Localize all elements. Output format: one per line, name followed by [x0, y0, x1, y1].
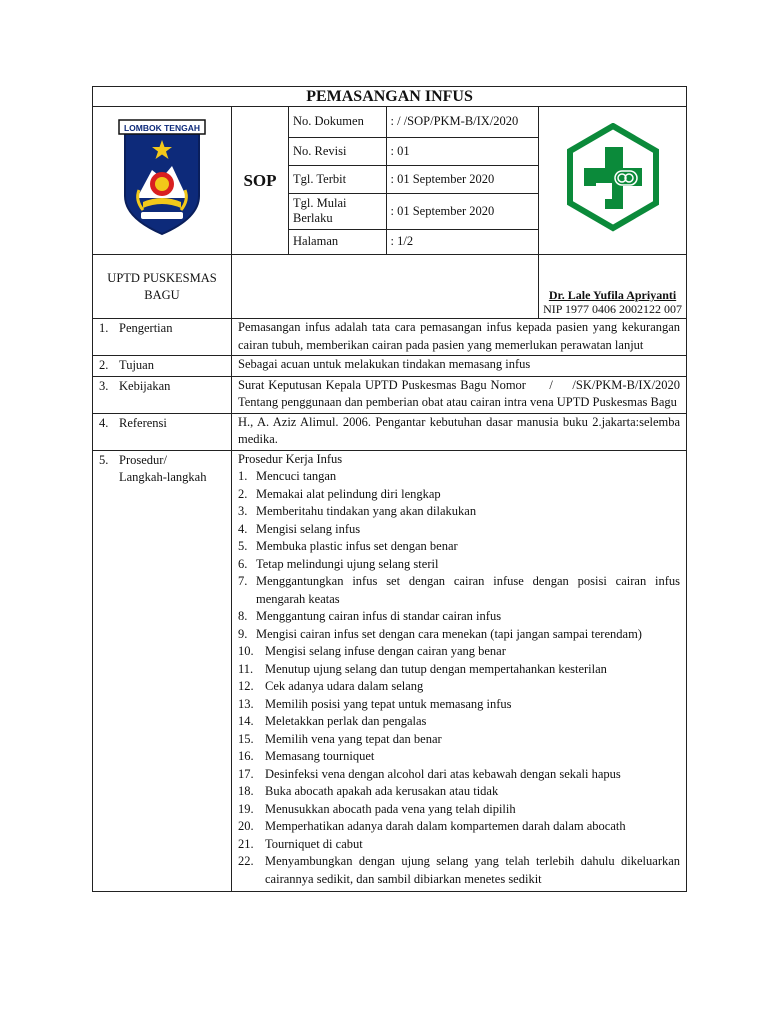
step-number: 1.	[238, 469, 248, 483]
meta-value-tgl-terbit: : 01 September 2020	[386, 165, 539, 193]
meta-label-tgl-terbit: Tgl. Terbit	[289, 165, 386, 193]
step-number: 17.	[238, 766, 254, 781]
step-number: 7.	[238, 574, 248, 588]
procedure-step	[238, 836, 680, 854]
section-label-tujuan: 2. Tujuan	[93, 356, 232, 377]
step-number: 19.	[238, 801, 254, 816]
section-label-kebijakan: 3. Kebijakan	[93, 376, 232, 413]
step-number: 8.	[238, 609, 248, 623]
step-text: Memberitahu tindakan yang akan dilakukan	[256, 504, 477, 518]
section-text-kebijakan: Surat Keputusan Kepala UPTD Puskesmas Bagu Nomor / /SK/PKM-B/IX/2020 Tentang penggunaan dan pemberian obat atau cairan intra vena UPTD Puskesmas Bagu	[232, 376, 687, 413]
step-text: Menggantung cairan infus di standar cairan infus	[256, 609, 502, 623]
sop-label: SOP	[232, 107, 289, 255]
step-number: 14.	[238, 714, 254, 728]
meta-label-no-dokumen: No. Dokumen	[289, 107, 386, 137]
section-label-pengertian: 1. Pengertian	[93, 319, 232, 356]
step-number: 15.	[238, 731, 254, 746]
procedure-step	[238, 643, 680, 661]
step-number: 5.	[238, 539, 248, 553]
step-text: Mencuci tangan	[256, 469, 337, 483]
document-meta-table	[289, 107, 539, 254]
step-text: Buka abocath apakah ada kerusakan atau tidak	[265, 784, 499, 798]
section-text-tujuan: Sebagai acuan untuk melakukan tindakan memasang infus	[232, 356, 687, 377]
signatory-nip: NIP 1977 0406 2002122 007	[543, 302, 682, 316]
step-text: Menyambungkan dengan ujung selang yang telah terlebih dahulu dikeluarkan cairannya sedikit, dan sambil dibiarkan menetes sedikit	[265, 854, 681, 886]
meta-value-no-revisi: : 01	[386, 137, 539, 165]
step-text: Mengisi selang infuse dengan cairan yang benar	[265, 644, 506, 658]
step-number: 11.	[238, 661, 254, 676]
unit-name: UPTD PUSKESMAS BAGU	[93, 255, 232, 319]
step-text: Memperhatikan adanya darah dalam kompartemen darah dalam abocath	[265, 819, 626, 833]
step-number: 20.	[238, 819, 254, 833]
procedure-step	[238, 608, 680, 626]
section-label-prosedur: 5. Prosedur/ Langkah-langkah	[93, 450, 232, 892]
procedure-step	[238, 766, 680, 784]
step-number: 18.	[238, 784, 254, 798]
step-number: 9.	[238, 626, 248, 641]
procedure-step	[238, 853, 680, 888]
lombok-tengah-emblem-icon	[117, 118, 207, 238]
signature-spacer	[232, 255, 539, 319]
step-number: 22.	[238, 854, 254, 868]
procedure-step	[238, 713, 680, 731]
procedure-step	[238, 538, 680, 556]
step-text: Menutup ujung selang dan tutup dengan mempertahankan kesterilan	[265, 661, 607, 676]
step-number: 6.	[238, 556, 248, 571]
procedure-content	[232, 450, 687, 892]
meta-label-tgl-mulai-berlaku: Tgl. Mulai Berlaku	[289, 193, 386, 229]
step-number: 10.	[238, 644, 254, 658]
document-title: PEMASANGAN INFUS	[93, 87, 687, 107]
step-text: Cek adanya udara dalam selang	[265, 679, 424, 693]
step-number: 16.	[238, 749, 254, 763]
step-number: 4.	[238, 521, 248, 536]
signatory-name: Dr. Lale Yufila Apriyanti	[548, 288, 677, 302]
step-text: Mengisi selang infus	[256, 521, 361, 536]
step-number: 2.	[238, 486, 248, 501]
procedure-heading: Prosedur Kerja Infus	[238, 451, 343, 466]
procedure-step	[238, 468, 680, 486]
step-text: Mengisi cairan infus set dengan cara menekan (tapi jangan sampai terendam)	[256, 626, 642, 641]
procedure-steps	[238, 468, 680, 888]
section-label-referensi: 4. Referensi	[93, 413, 232, 450]
procedure-step	[238, 696, 680, 714]
procedure-step	[238, 818, 680, 836]
procedure-step	[238, 486, 680, 504]
step-number: 13.	[238, 696, 254, 711]
meta-value-halaman: : 1/2	[386, 229, 539, 254]
step-text: Memilih vena yang tepat dan benar	[265, 731, 442, 746]
step-text: Memilih posisi yang tepat untuk memasang infus	[265, 696, 512, 711]
step-text: Desinfeksi vena dengan alcohol dari atas kebawah dengan sekali hapus	[265, 766, 621, 781]
procedure-step	[238, 801, 680, 819]
step-text: Menggantungkan infus set dengan cairan infuse dengan posisi cairan infus mengarah keatas	[256, 574, 681, 606]
step-number: 21.	[238, 836, 254, 851]
regency-logo-cell	[93, 107, 232, 255]
signature-block	[539, 255, 687, 319]
procedure-step	[238, 573, 680, 608]
meta-label-no-revisi: No. Revisi	[289, 137, 386, 165]
step-text: Memasang tourniquet	[265, 749, 375, 763]
meta-label-halaman: Halaman	[289, 229, 386, 254]
procedure-step	[238, 503, 680, 521]
procedure-step	[238, 661, 680, 679]
procedure-step	[238, 626, 680, 644]
sop-document	[92, 86, 686, 892]
section-text-pengertian: Pemasangan infus adalah tata cara pemasangan infus kepada pasien yang kekurangan cairan tubuh, memberikan cairan pada pasien yang memerlukan perawatan lanjut	[232, 319, 687, 356]
procedure-step	[238, 521, 680, 539]
emblem-banner-text: LOMBOK TENGAH	[123, 122, 201, 133]
procedure-step	[238, 556, 680, 574]
meta-value-no-dokumen: : / /SOP/PKM-B/IX/2020	[386, 107, 539, 137]
procedure-step	[238, 731, 680, 749]
step-text: Tourniquet di cabut	[265, 836, 363, 851]
step-text: Membuka plastic infus set dengan benar	[256, 539, 458, 553]
step-text: Tetap melindungi ujung selang steril	[256, 556, 439, 571]
step-text: Menusukkan abocath pada vena yang telah dipilih	[265, 801, 516, 816]
puskesmas-logo-cell	[539, 107, 687, 255]
step-number: 12.	[238, 679, 254, 693]
step-text: Meletakkan perlak dan pengalas	[265, 714, 427, 728]
procedure-step	[238, 748, 680, 766]
procedure-step	[238, 678, 680, 696]
meta-value-tgl-mulai-berlaku: : 01 September 2020	[386, 193, 539, 229]
step-text: Memakai alat pelindung diri lengkap	[256, 486, 441, 501]
step-number: 3.	[238, 504, 248, 518]
procedure-step	[238, 783, 680, 801]
section-text-referensi: H., A. Aziz Alimul. 2006. Pengantar kebutuhan dasar manusia buku 2.jakarta:selemba medika.	[232, 413, 687, 450]
sop-table	[92, 86, 687, 892]
puskesmas-cross-logo-icon	[565, 123, 661, 233]
